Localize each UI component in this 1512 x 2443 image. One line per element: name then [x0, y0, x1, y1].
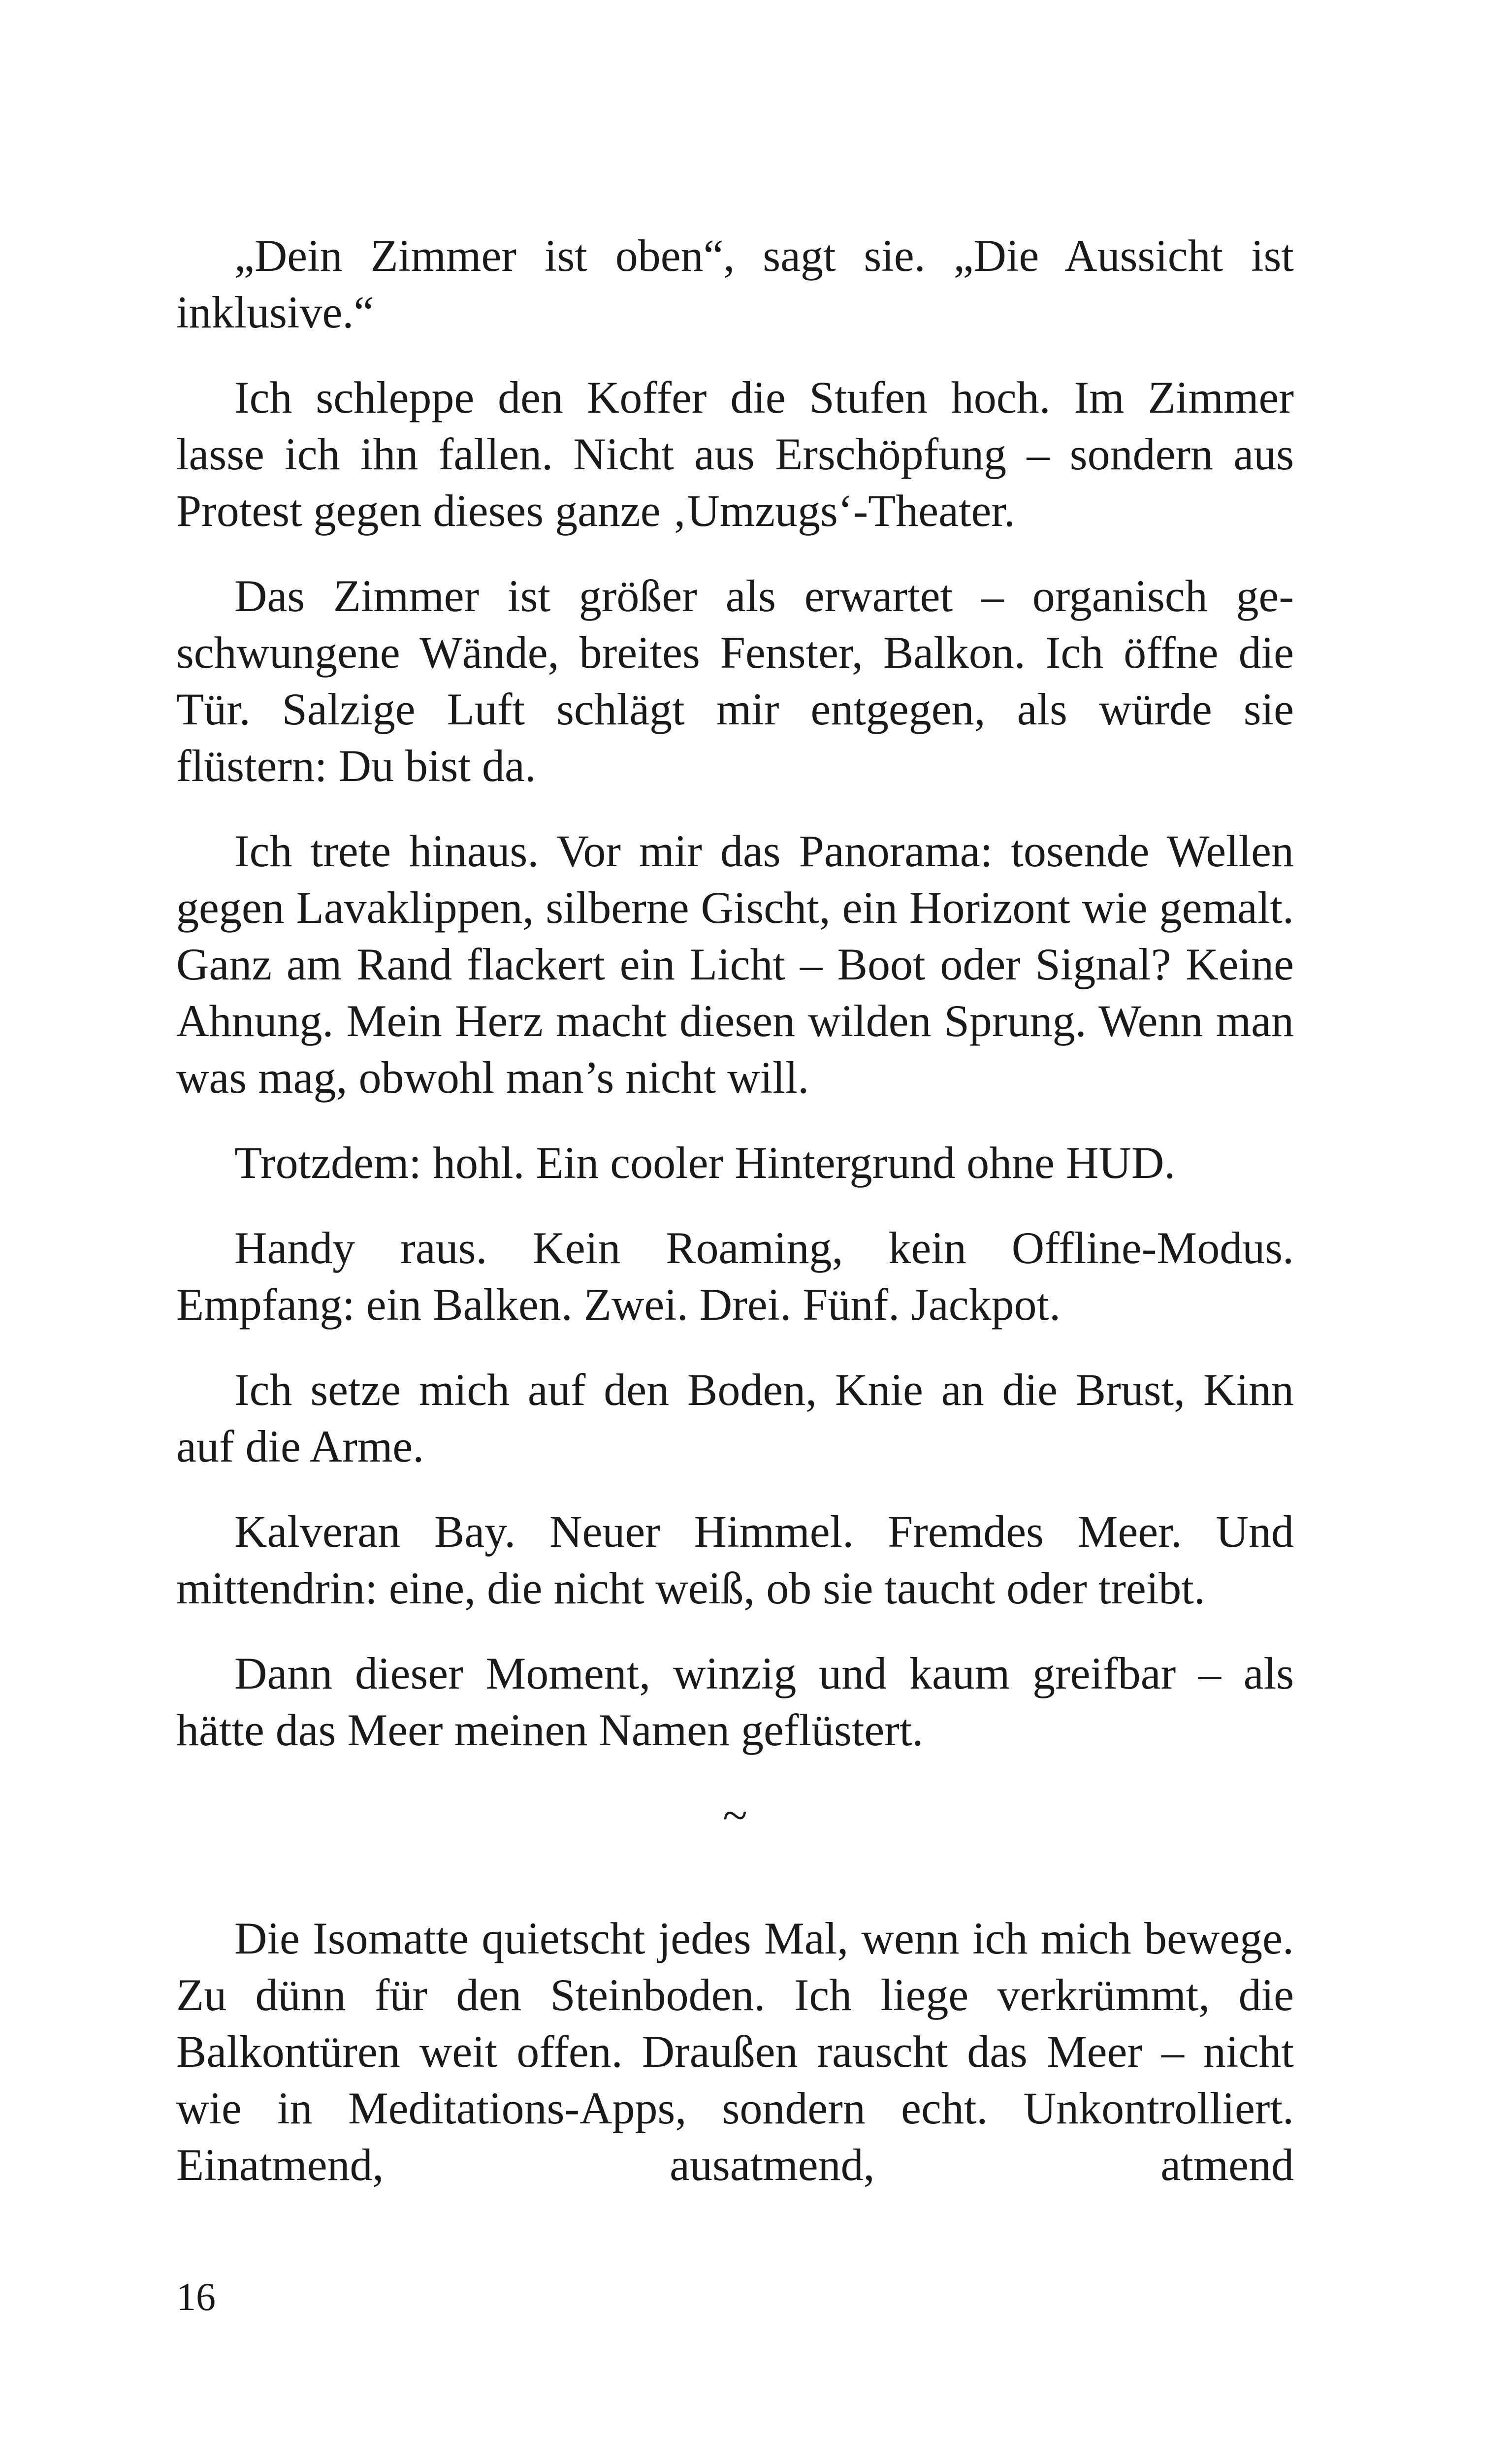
paragraph-9: Dann dieser Moment, winzig und kaum greifbar – als hätte das Meer meinen Namen geflüstert. [176, 1648, 1294, 1755]
page-number: 16 [176, 2276, 216, 2319]
body-text [176, 228, 1294, 2193]
paragraph-7: Ich setze mich auf den Boden, Knie an die Brust, Kinn auf die Arme. [176, 1365, 1294, 1471]
paragraph-1: „Dein Zimmer ist oben“, sagt sie. „Die Aussicht ist inklusive.“ [176, 230, 1294, 337]
paragraph-5: Trotzdem: hohl. Ein cooler Hintergrund ohne HUD. [234, 1138, 1176, 1188]
paragraph-2: Ich schleppe den Koffer die Stufen hoch. Im Zimmer lasse ich ihn fallen. Nicht aus Erschöpfung – sondern aus Protest gegen dieses ganze ‚Umzugs‘-Theater. [176, 372, 1294, 536]
scene-break: ~ [723, 1790, 747, 1840]
paragraph-8: Kalveran Bay. Neuer Himmel. Fremdes Meer. Und mittendrin: eine, die nicht weiß, ob sie taucht oder treibt. [176, 1506, 1294, 1613]
paragraph-6: Handy raus. Kein Roaming, kein Offline-Modus. Empfang: ein Balken. Zwei. Drei. Fünf. Jackpot. [176, 1223, 1294, 1330]
paragraph-continued: Die Isomatte quietscht jedes Mal, wenn ich mich bewege. Zu dünn für den Steinboden. Ich liege verkrümmt, die Balkontüren weit offen. Draußen rauscht das Meer – nicht wie in Meditations-Apps, sondern echt. Unkontrolliert. Einatmend, ausatmend, atmend [176, 1913, 1294, 2190]
paragraph-4: Ich trete hinaus. Vor mir das Panorama: tosende Wellen gegen Lavaklippen, silberne Gischt, ein Horizont wie gemalt. Ganz am Rand flackert ein Licht – Boot oder Signal? Keine Ahnung. Mein Herz macht diesen wilden Sprung. Wenn man was mag, obwohl man’s nicht will. [176, 826, 1294, 1103]
paragraph-3: Das Zimmer ist größer als erwartet – organisch geschwungene Wände, breites Fenster, Balkon. Ich öffne die Tür. Salzige Luft schlägt mir entgegen, als würde sie flüstern: Du bist da. [176, 571, 1294, 791]
